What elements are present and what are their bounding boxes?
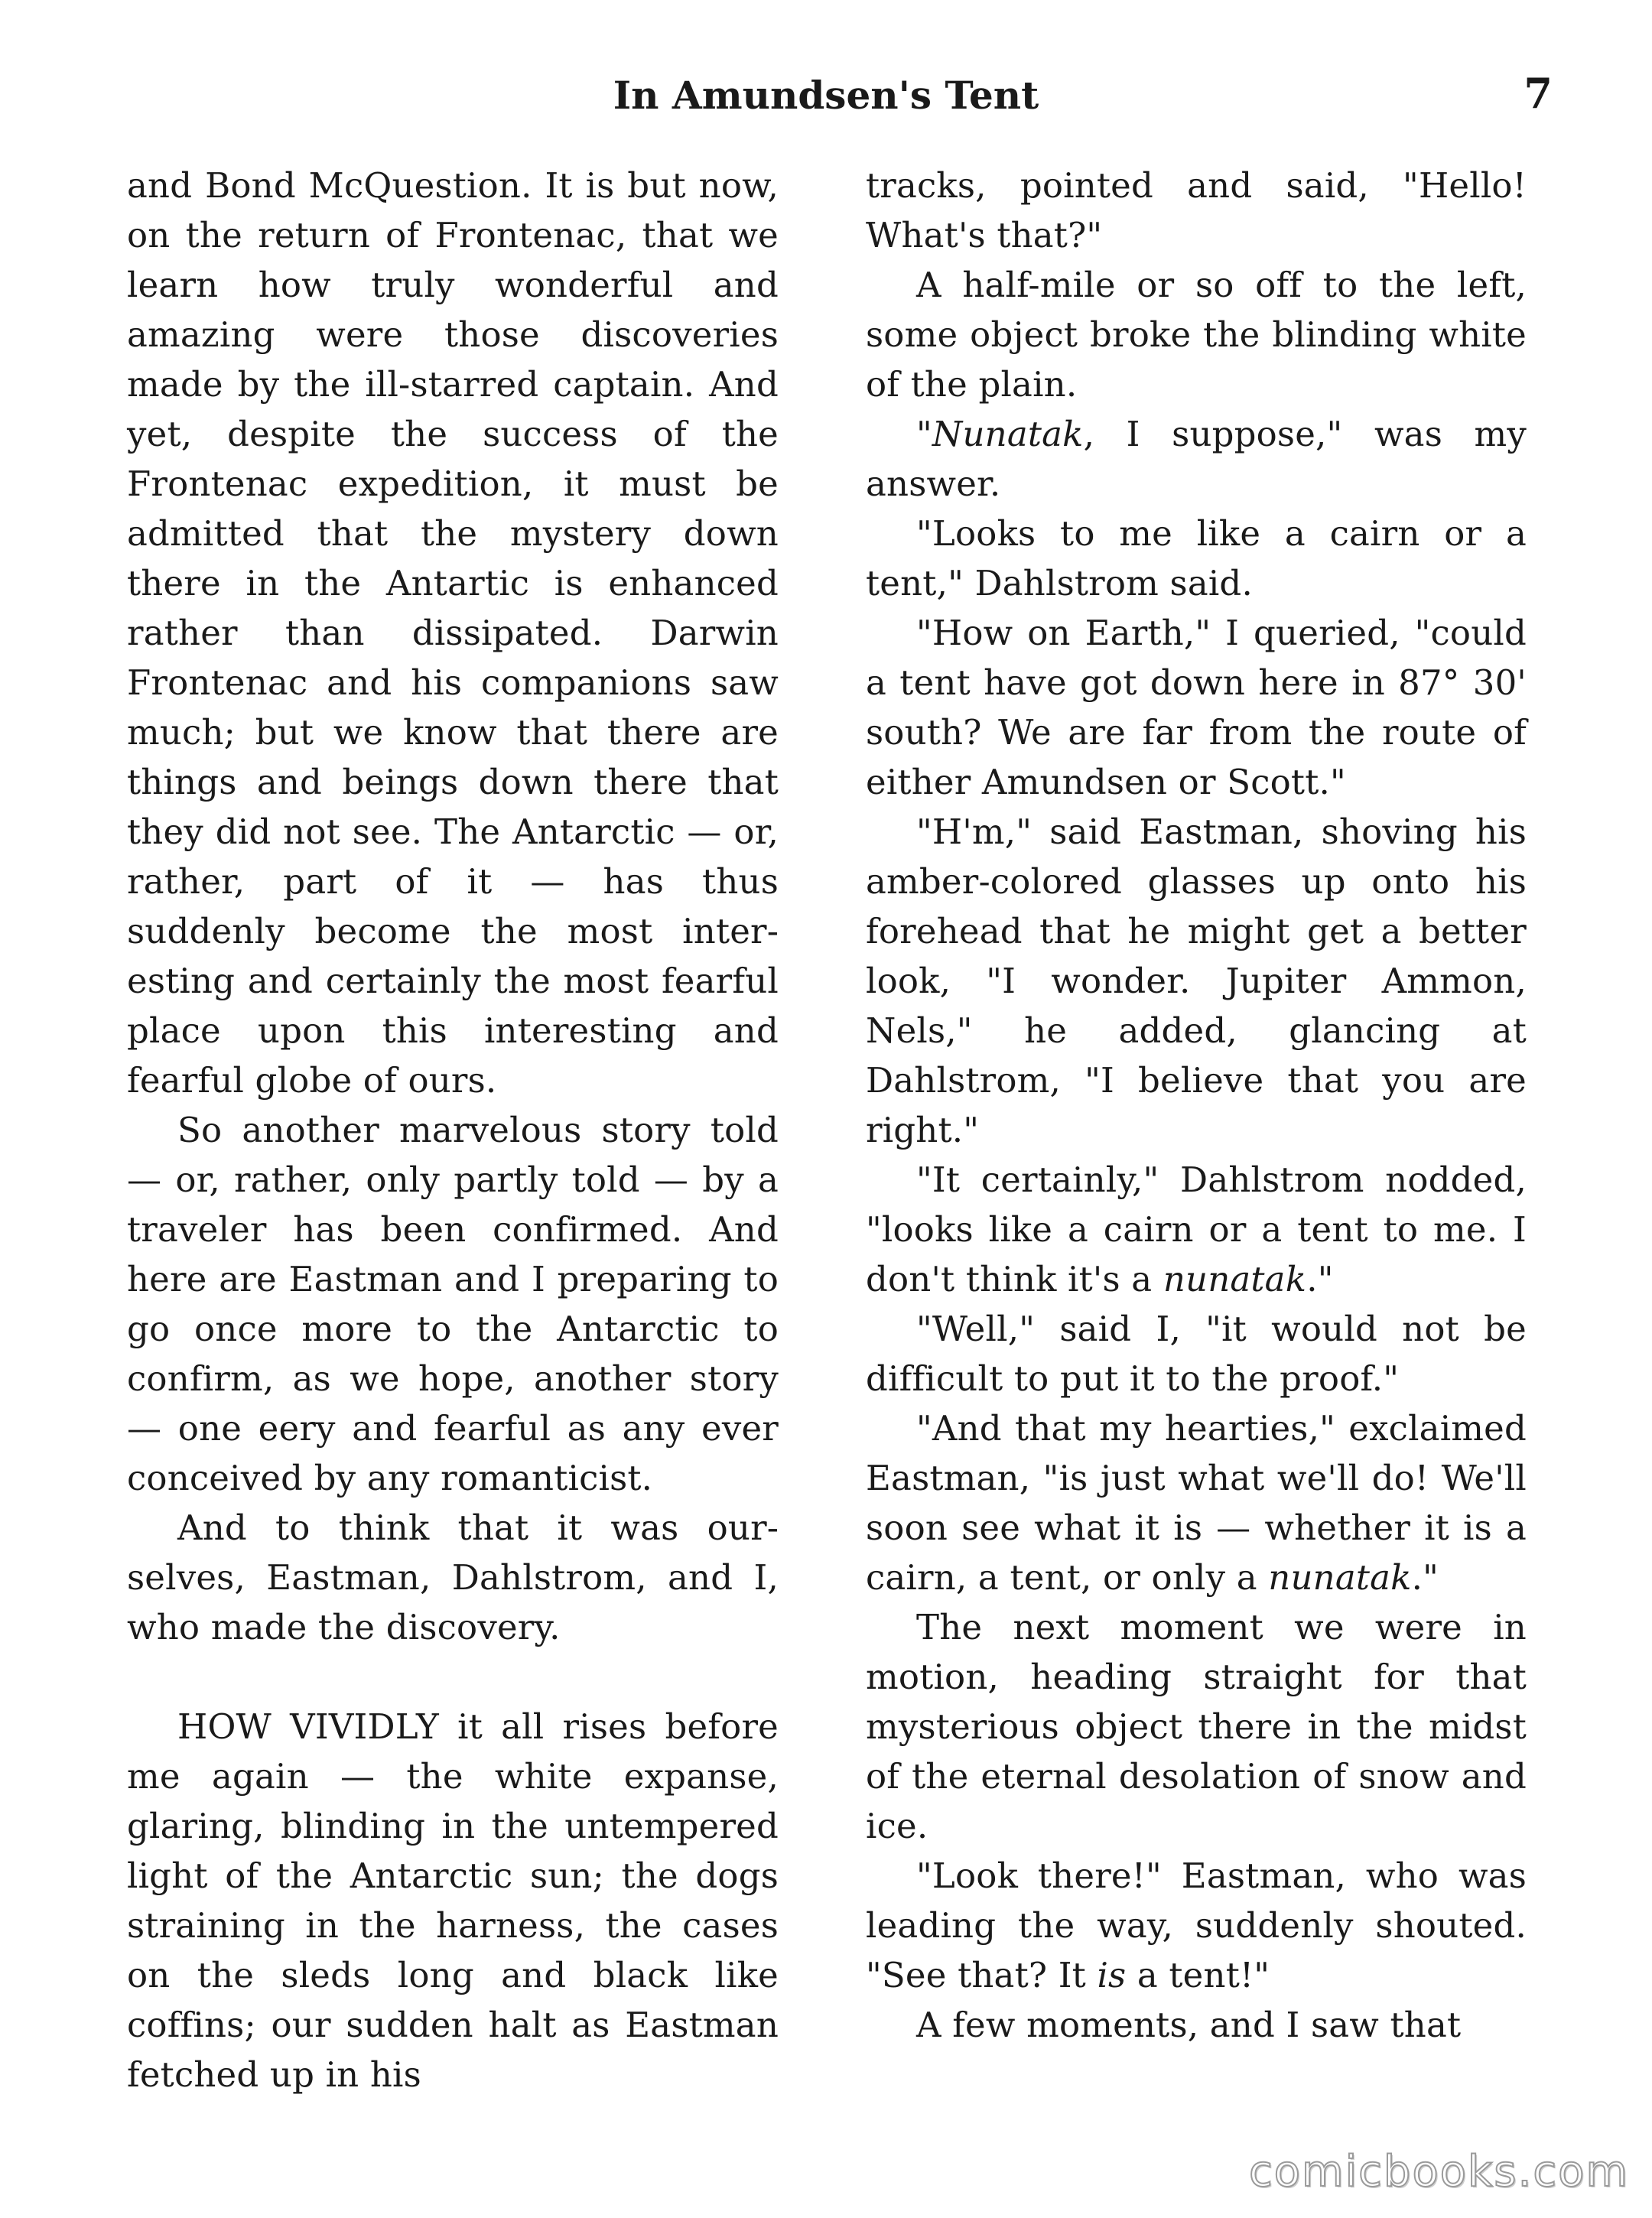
paragraph: [127, 1503, 779, 1652]
paragraph: [866, 260, 1527, 409]
section-opening-paragraph: [127, 1702, 779, 2099]
text-run: "It certainly," Dahlstrom nodded, "looks like a cairn or a tent to me. I don't think it's a: [866, 1159, 1527, 1299]
paragraph: [127, 1105, 779, 1503]
text-run: HOW VIVIDLY it all rises before me again — the white expanse, glaring, blinding in the untempered light of the Antarctic sun; the dogs straining in the harness, the cases on the sleds long and black like coffins; our sudden halt as Eastman fetched up in his: [127, 1706, 779, 2095]
paragraph: [866, 161, 1527, 260]
text-run: The next moment we were in motion, heading straight for that mysterious object there in the midst of the eternal desolation of snow and ice.: [866, 1607, 1527, 1846]
paragraph: [866, 1403, 1527, 1602]
text-run: "H'm," said Eastman, shoving his amber-colored glasses up onto his forehead that he might get a better look, "I wonder. Jupiter Ammon, Nels," he added, glancing at Dahlstrom, "I believe that you are right.": [866, 811, 1527, 1150]
paragraph: [866, 409, 1527, 509]
right-text-column: [866, 161, 1527, 2050]
text-run: .": [1306, 1259, 1334, 1299]
text-run: and Bond McQuestion. It is but now, on the return of Frontenac, that we learn how truly wonderful and amazing were those discoveries made by the ill-starred captain. And yet, despite the success of the Frontenac expedition, it must be admitted that the mystery down there in the Antartic is enhanced rather than dissipated. Darwin Frontenac and his companions saw much; but we know that there are things and beings down there that they did not see. The Antarctic — or, rather, part of it — has thus suddenly become the most interesting and certainly the most fearful place upon this interesting and fearful globe of ours.: [127, 165, 779, 1101]
text-run: A half-mile or so off to the left, some object broke the blinding white of the plain.: [866, 265, 1527, 405]
text-run: a tent!": [1126, 1955, 1270, 1995]
italic-word: nunatak: [1163, 1259, 1307, 1299]
paragraph: [127, 161, 779, 1105]
italic-word: Nunatak: [932, 414, 1084, 454]
watermark: comicbooks.com: [1248, 2147, 1629, 2197]
text-run: .": [1411, 1557, 1439, 1598]
text-run: "Well," said I, "it would not be difficult to put it to the proof.": [866, 1309, 1527, 1399]
text-run: So another marvelous story told — or, rather, only partly told — by a traveler has been confirmed. And here are Eastman and I preparing to go once more to the Antarctic to confirm, as we hope, another story — one eery and fearful as any ever conceived by any romanticist.: [127, 1110, 779, 1498]
paragraph: [866, 1602, 1527, 1851]
paragraph: [866, 509, 1527, 608]
running-header-title: In Amundsen's Tent: [613, 73, 1039, 118]
italic-word: is: [1097, 1955, 1127, 1995]
text-run: And to think that it was ourselves, Eastman, Dahlstrom, and I, who made the discovery.: [127, 1507, 779, 1647]
paragraph: [866, 2000, 1527, 2050]
text-run: "Look there!" Eastman, who was leading the way, suddenly shouted. "See that? It: [866, 1855, 1527, 1995]
left-text-column: [127, 161, 779, 2099]
paragraph: [866, 1851, 1527, 2000]
text-run: A few moments, and I saw that: [916, 2005, 1462, 2045]
paragraph: [866, 1304, 1527, 1403]
text-run: tracks, pointed and said, "Hello! What's that?": [866, 165, 1527, 255]
page-number: 7: [1524, 69, 1553, 118]
text-run: "And that my hearties," exclaimed Eastman, "is just what we'll do! We'll soon see what it is — whether it is a cairn, a tent, or only a: [866, 1408, 1527, 1598]
paragraph: [866, 1155, 1527, 1304]
text-run: , I suppose," was my answer.: [866, 414, 1527, 504]
italic-word: nunatak: [1268, 1557, 1412, 1598]
text-run: "Looks to me like a cairn or a tent," Dahlstrom said.: [866, 513, 1527, 603]
text-run: ": [916, 414, 932, 454]
paragraph: [866, 807, 1527, 1155]
paragraph: [866, 608, 1527, 807]
text-run: "How on Earth," I queried, "could a tent have got down here in 87° 30' south? We are far from the route of either Amundsen or Scott.": [866, 613, 1527, 802]
